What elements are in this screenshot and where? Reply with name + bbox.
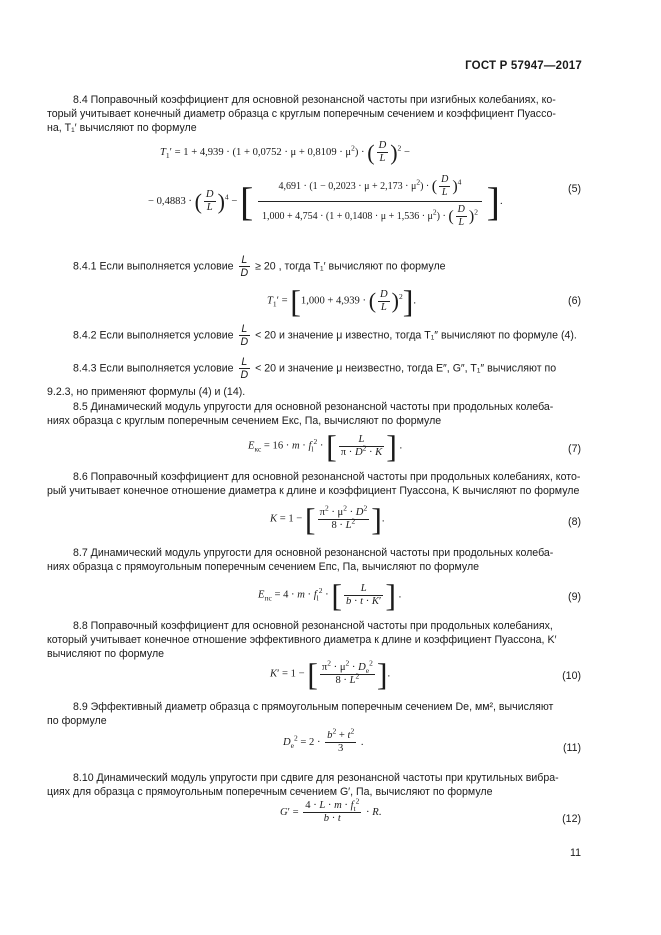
equation-number-7: (7) — [568, 443, 581, 455]
paragraph-line: на, T₁′ вычисляют по формуле — [47, 122, 197, 134]
condition-text-post: < 20 и значение μ известно, тогда T₁″ вычисляют по формуле (4). — [255, 329, 577, 342]
equation-number-9: (9) — [568, 591, 581, 603]
paragraph-line: по формуле — [47, 715, 107, 727]
condition-text-pre: 8.4.2 Если выполняется условие — [73, 329, 234, 342]
paragraph-8-9 — [47, 700, 582, 728]
paragraph-8-4 — [47, 93, 582, 135]
equation-number-11: (11) — [562, 742, 581, 754]
paragraph-line: циях для образца с прямоугольным поперечным сечением G′, Па, вычисляют по формуле — [47, 786, 493, 798]
equation-number-10: (10) — [562, 670, 581, 682]
formula-5-line-1: $T_1' = 1 + 4,939 \cdot (1 + 0,0752 \cdot \mu + 0,8109 \cdot \mu^2)$ · ( $\frac{D}{L}$ )$^2$ − — [160, 139, 410, 165]
paragraph-8-6 — [47, 470, 582, 498]
paragraph-line: 8.6 Поправочный коэффициент для основной резонансной частоты при продольных колебаниях, кото- — [73, 471, 581, 483]
frac-denominator: D — [240, 267, 249, 279]
paragraph-line: который учитывает конечное отношение эффективного диаметра к длине и коэффициент Пуассона, K′ — [47, 634, 557, 646]
equation-number-6: (6) — [568, 295, 581, 307]
condition-text-pre: 8.4.1 Если выполняется условие — [73, 260, 234, 273]
paragraph-line: рый учитывает конечное отношение диаметра к длине и коэффициент Пуассона, K вычисляют по формуле — [47, 485, 580, 497]
paragraph-line: торый учитывает конечный диаметр образца с круглым поперечным сечением и коэффициент Пуассо- — [47, 108, 556, 120]
paragraph-8-4-1 — [73, 254, 446, 279]
paragraph-line: 8.10 Динамический модуль упругости при сдвиге для резонансной частоты при крутильных вибра- — [73, 772, 559, 784]
condition-text-pre: 8.4.3 Если выполняется условие — [73, 362, 234, 375]
condition-text-post: < 20 и значение μ неизвестно, тогда E″, G″, T₁″ вычисляют по — [255, 362, 557, 375]
paragraph-8-4-3: 8.4.3 Если выполняется условие $\frac{L}{D}$ < 20 и значение μ неизвестно, тогда E″, G″, T₁″ вычисляют по 9.2.3, но применяют формулы (4) и (14). — [47, 356, 582, 399]
paragraph-line: 9.2.3, но применяют формулы (4) и (14). — [47, 386, 246, 398]
paragraph-8-10 — [47, 771, 582, 799]
formula-12: G′ = $\frac{4 \cdot L \cdot m \cdot f_t^2}{b \cdot t}$ · R. — [280, 796, 382, 824]
page-number: 11 — [570, 847, 581, 859]
paragraph-8-7 — [47, 546, 582, 574]
standard-header: ГОСТ Р 57947—2017 — [465, 60, 582, 72]
paragraph-line: 8.4 Поправочный коэффициент для основной резонансной частоты при изгибных колебаниях, ко- — [73, 94, 556, 106]
frac-numerator: L — [241, 254, 248, 266]
paragraph-line: ниях образца с прямоугольным поперечным сечением Eпс, Па, вычисляют по формуле — [47, 561, 480, 573]
paragraph-8-4-2: 8.4.2 Если выполняется условие $\frac{L}{D}$ < 20 и значение μ известно, тогда T₁″ вычисляют по формуле (4). — [73, 323, 577, 348]
paragraph-line: 8.5 Динамический модуль упругости для основной резонансной частоты при продольных колеба- — [73, 401, 554, 413]
paragraph-line: вычисляют по формуле — [47, 648, 165, 660]
formula-8: K = 1 − [ $\frac{\pi^2 \cdot \mu^2 \cdot D^2}{8 \cdot L^2}$ ]. — [270, 501, 385, 537]
equation-number-12: (12) — [562, 813, 581, 825]
paragraph-line: 8.9 Эффективный диаметр образца с прямоугольным поперечным сечением De, мм², вычисляют — [73, 701, 554, 713]
paragraph-8-8 — [47, 619, 582, 661]
equation-number-5: (5) — [568, 183, 581, 195]
formula-10: K′ = 1 − [ $\frac{\pi^2 \cdot \mu^2 \cdot D_e^2}{8 \cdot L^2}$ ]. — [270, 656, 391, 692]
paragraph-line: 8.7 Динамический модуль упругости для основной резонансной частоты при продольных колеба- — [73, 547, 554, 559]
paragraph-line: 8.8 Поправочный коэффициент для основной резонансной частоты при продольных колебаниях, — [73, 620, 553, 632]
formula-6: $T_1' = [1,000 + 4,939$ · ( $\frac{D}{L}$ )$^2$]. — [267, 283, 417, 319]
paragraph-8-5 — [47, 400, 582, 428]
condition-text-post: ≥ 20 , тогда T₁′ вычисляют по формуле — [255, 260, 446, 273]
formula-9: $E_{пс} = 4 \cdot m \cdot f_l^2$ · [ $\frac{L}{b \cdot t \cdot K'}$ ] . — [258, 577, 402, 613]
equation-number-8: (8) — [568, 516, 581, 528]
formula-5-line-2: − 0,4883 · ( $\frac{D}{L}$ )$^4$ − [ $4,691 \cdot (1 - 0,2023 \cdot \mu + 2,173 \cdot \mu^2)$ · ( $\frac{D}{L}$ )$^4$ $1,000 + 4,754 \cdot (1 + 0,1408 \cdot \mu + 1,536 \cdot \mu^2)$ · ( $\frac{D}{L}$ )$^2$ ]. — [148, 174, 503, 228]
paragraph-line: ниях образца с круглым поперечным сечением Eкс, Па, вычисляют по формуле — [47, 415, 442, 427]
formula-11: $D_e^2 = 2$ · $\frac{b^2 + t^2}{3}$ . — [283, 726, 364, 754]
formula-7: $E_{кс} = 16 \cdot m \cdot f_l^2$ · [ $\frac{L}{\pi \cdot D^2 \cdot K}$ ] . — [248, 428, 403, 464]
